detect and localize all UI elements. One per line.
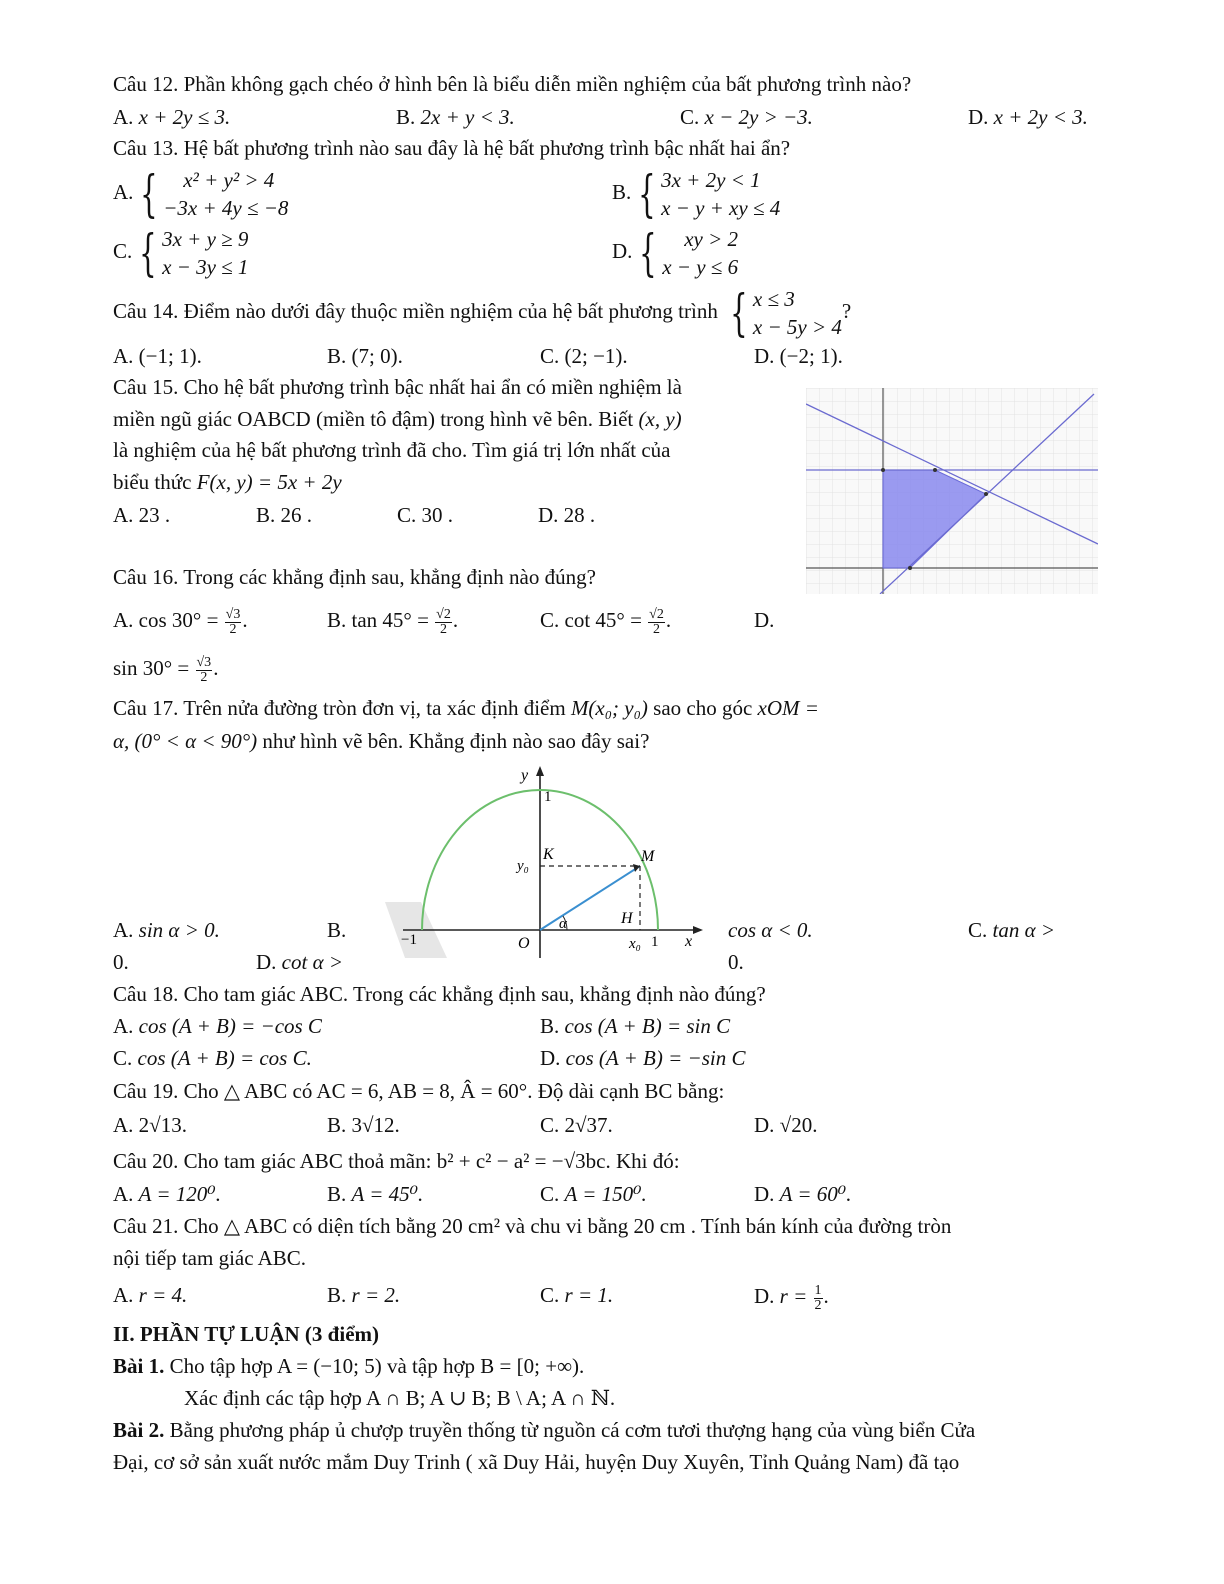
q17-option-b: cos α < 0. bbox=[728, 918, 813, 942]
q15-graph bbox=[806, 388, 1098, 594]
q13-option-b: B. { 3x + 2y < 1 x − y + xy ≤ 4 bbox=[612, 165, 781, 223]
q14-option-a: A. (−1; 1). bbox=[113, 344, 202, 368]
q20-option-a: A. A = 120⁰. bbox=[113, 1182, 221, 1206]
bai1-text: Bài 1. Cho tập hợp A = (−10; 5) và tập hợp B = [0; +∞). bbox=[113, 1354, 585, 1378]
q21-option-c: C. r = 1. bbox=[540, 1283, 614, 1307]
q12-option-c: C. x − 2y > −3. bbox=[680, 105, 813, 129]
q13-option-c: C. { 3x + y ≥ 9 x − 3y ≤ 1 bbox=[113, 224, 249, 282]
q13-stem: Câu 13. Hệ bất phương trình nào sau đây là hệ bất phương trình bậc nhất hai ẩn? bbox=[113, 136, 791, 160]
fig-origin-label: O bbox=[518, 935, 530, 952]
fig-m-label: M bbox=[641, 848, 655, 865]
bai2-line-1: Bài 2. Bằng phương pháp ủ chượp truyền thống từ nguồn cá cơm tươi thượng hạng của vùng biển Cửa bbox=[113, 1418, 976, 1442]
q17-option-a: A. sin α > 0. bbox=[113, 918, 220, 942]
q16-option-b: B. tan 45° = $\frac{√2}{2}$ . bbox=[327, 606, 459, 637]
q20-stem: Câu 20. Cho tam giác ABC thoả mãn: b² + c² − a² = −√3bc. Khi đó: bbox=[113, 1149, 680, 1173]
q16-option-d: sin 30° = $\frac{√3}{2}$ . bbox=[113, 654, 219, 685]
fig-x0-label: x₀ bbox=[629, 936, 641, 952]
fig-one-top-label: 1 bbox=[544, 789, 552, 805]
fig-y0-label: y₀ bbox=[517, 858, 529, 874]
q15-option-c: C. 30 . bbox=[397, 503, 454, 527]
q12-option-d: D. x + 2y < 3. bbox=[968, 105, 1088, 129]
q12-option-b: B. 2x + y < 3. bbox=[396, 105, 515, 129]
q17-option-d-tail: 0. bbox=[728, 950, 744, 974]
q15-line-1: Câu 15. Cho hệ bất phương trình bậc nhất hai ẩn có miền nghiệm là bbox=[113, 375, 682, 399]
q16-option-c: C. cot 45° = $\frac{√2}{2}$ . bbox=[540, 606, 672, 637]
bai1-subtask: Xác định các tập hợp A ∩ B; A ∪ B; B \ A; A ∩ ℕ. bbox=[184, 1386, 616, 1410]
q17-line-2: α, (0° < α < 90°) như hình vẽ bên. Khẳng định nào sao đây sai? bbox=[113, 729, 650, 753]
q21-line-2: nội tiếp tam giác ABC. bbox=[113, 1246, 307, 1270]
q16-option-d-label: D. bbox=[754, 608, 775, 632]
q12-option-a: A. x + 2y ≤ 3. bbox=[113, 105, 231, 129]
fig-x-label: x bbox=[685, 933, 693, 950]
q16-option-a: A. cos 30° = $\frac{√3}{2}$ . bbox=[113, 606, 248, 637]
q18-option-a: A. cos (A + B) = −cos C bbox=[113, 1014, 322, 1038]
q18-option-c: C. cos (A + B) = cos C. bbox=[113, 1046, 312, 1070]
bai2-line-2: Đại, cơ sở sản xuất nước mắm Duy Trinh ( xã Duy Hải, huyện Duy Xuyên, Tỉnh Quảng Nam) đã tạo bbox=[113, 1450, 960, 1474]
q20-option-b: B. A = 45⁰. bbox=[327, 1182, 424, 1206]
part2-title: II. PHẦN TỰ LUẬN (3 điểm) bbox=[113, 1322, 379, 1346]
q15-line-3: là nghiệm của hệ bất phương trình đã cho. Tìm giá trị lớn nhất của bbox=[113, 438, 671, 462]
q19-option-c: C. 2√37. bbox=[540, 1113, 613, 1137]
q18-option-b: B. cos (A + B) = sin C bbox=[540, 1014, 731, 1038]
q12-stem: Câu 12. Phần không gạch chéo ở hình bên là biểu diễn miền nghiệm của bất phương trình nào? bbox=[113, 72, 912, 96]
q19-option-a: A. 2√13. bbox=[113, 1113, 187, 1137]
q18-stem: Câu 18. Cho tam giác ABC. Trong các khẳng định sau, khẳng định nào đúng? bbox=[113, 982, 766, 1006]
q15-option-b: B. 26 . bbox=[256, 503, 313, 527]
q21-option-a: A. r = 4. bbox=[113, 1283, 188, 1307]
q19-stem: Câu 19. Cho △ ABC có AC = 6, AB = 8, Â = 60°. Độ dài cạnh BC bằng: bbox=[113, 1079, 725, 1103]
q20-option-c: C. A = 150⁰. bbox=[540, 1182, 647, 1206]
q17-option-c: C. tan α > bbox=[968, 918, 1056, 942]
q15-line-4: biểu thức F(x, y) = 5x + 2y bbox=[113, 470, 342, 494]
q14-option-c: C. (2; −1). bbox=[540, 344, 628, 368]
q21-line-1: Câu 21. Cho △ ABC có diện tích bằng 20 cm² và chu vi bằng 20 cm . Tính bán kính của đường tròn bbox=[113, 1214, 952, 1238]
q13-option-a: A. { x² + y² > 4 −3x + 4y ≤ −8 bbox=[113, 165, 289, 223]
q14-option-d: D. (−2; 1). bbox=[754, 344, 843, 368]
q20-option-d: D. A = 60⁰. bbox=[754, 1182, 852, 1206]
q13-option-d: D. { xy > 2 x − y ≤ 6 bbox=[612, 224, 739, 282]
q18-option-d: D. cos (A + B) = −sin C bbox=[540, 1046, 746, 1070]
q16-stem: Câu 16. Trong các khẳng định sau, khẳng định nào đúng? bbox=[113, 565, 596, 589]
q21-option-b: B. r = 2. bbox=[327, 1283, 401, 1307]
fig-y-label: y bbox=[521, 767, 529, 784]
q14-option-b: B. (7; 0). bbox=[327, 344, 403, 368]
q14-stem: Câu 14. Điểm nào dưới đây thuộc miền nghiệm của hệ bất phương trình { x ≤ 3 x − 5y > 4 ? bbox=[113, 284, 852, 342]
q15-line-2: miền ngũ giác OABCD (miền tô đậm) trong hình vẽ bên. Biết (x, y) bbox=[113, 407, 682, 431]
q19-option-d: D. √20. bbox=[754, 1113, 818, 1137]
q15-option-a: A. 23 . bbox=[113, 503, 171, 527]
fig-alpha-label: α bbox=[559, 916, 567, 932]
q17-line-1: Câu 17. Trên nửa đường tròn đơn vị, ta xác định điểm M(x₀; y₀) sao cho góc xOM = bbox=[113, 696, 819, 720]
q19-option-b: B. 3√12. bbox=[327, 1113, 400, 1137]
fig-one-label: 1 bbox=[651, 934, 659, 950]
q15-option-d: D. 28 . bbox=[538, 503, 596, 527]
fig-h-label: H bbox=[621, 910, 633, 927]
q17-option-b-label: B. bbox=[327, 918, 347, 942]
q21-option-d: D. r = $\frac{1}{2}$ . bbox=[754, 1282, 829, 1313]
q17-option-d: D. cot α > bbox=[256, 950, 344, 974]
q17-unit-circle-figure bbox=[385, 762, 717, 962]
q17-option-c-tail: 0. bbox=[113, 950, 129, 974]
fig-minus1-label: −1 bbox=[401, 932, 417, 948]
fig-k-label: K bbox=[543, 846, 554, 863]
